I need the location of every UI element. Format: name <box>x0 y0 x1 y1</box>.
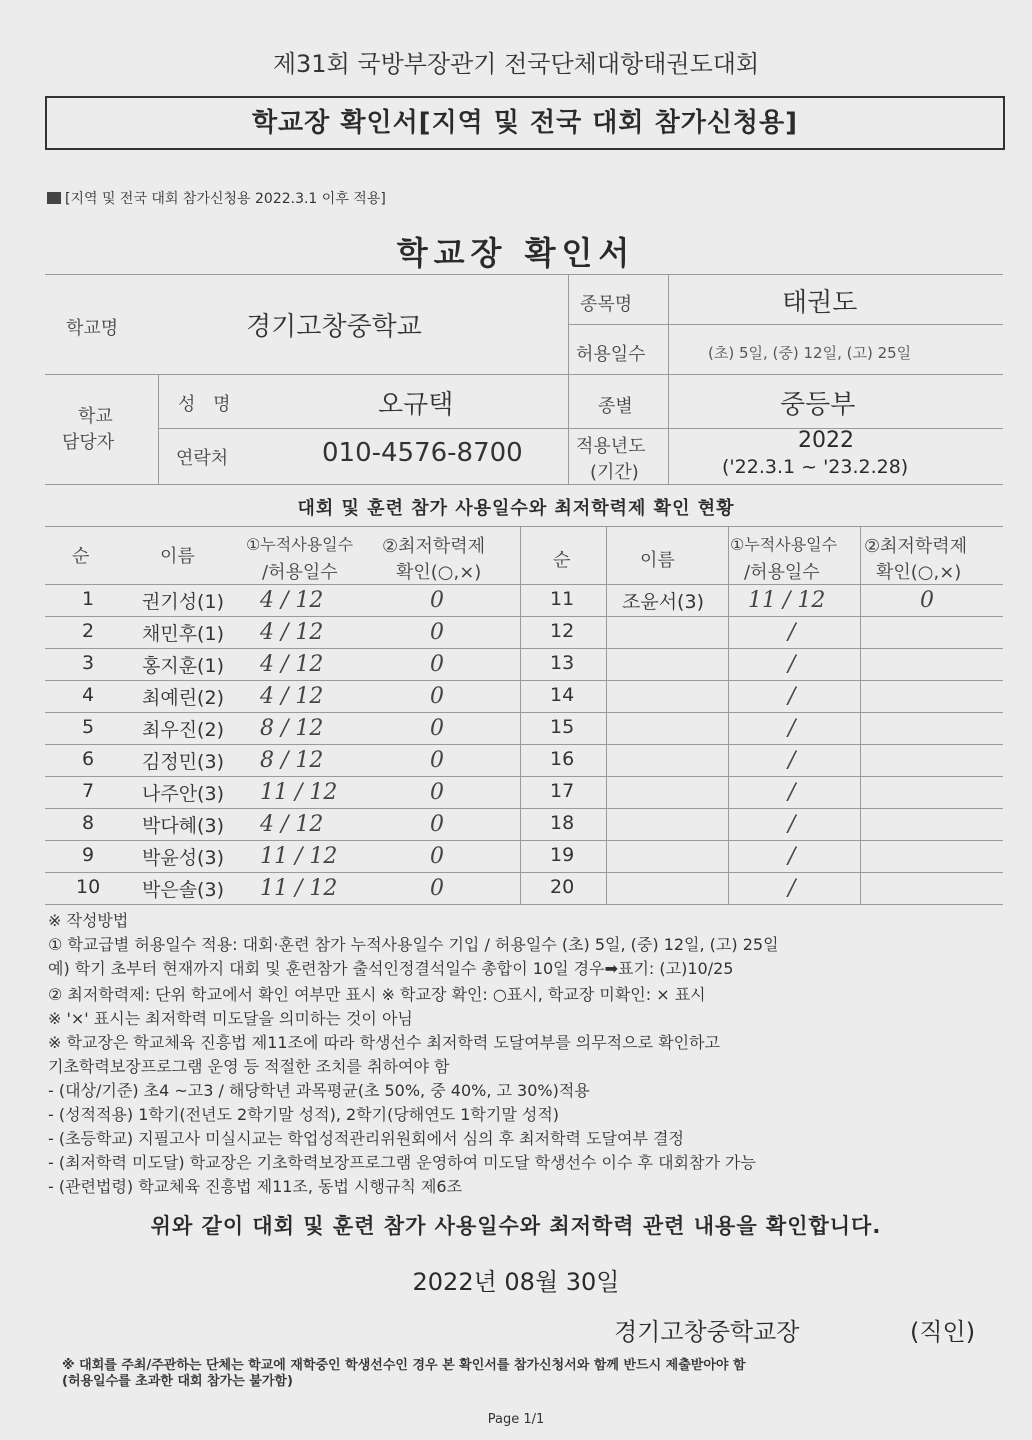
col-min-right-2: 확인(○,×) <box>876 562 962 583</box>
footer-note-1: ※ 대회를 주최/주관하는 단체는 학교에 재학중인 학생선수인 경우 본 확인서를 참가신청서와 함께 반드시 제출받아야 함 <box>62 1358 746 1373</box>
student-name: 최우진(2) <box>142 719 224 741</box>
min-achievement-check: 0 <box>430 652 444 677</box>
year-label-1: 적용년도 <box>576 436 646 457</box>
method-line: 기초학력보장프로그램 운영 등 적절한 조치를 취하여야 함 <box>48 1057 450 1076</box>
row-number: 15 <box>550 716 575 738</box>
footer-note-2: (허용일수를 초과한 대회 참가는 불가함) <box>62 1374 293 1389</box>
days-used: / <box>788 748 796 773</box>
method-line: ① 학교급별 허용일수 적용: 대회·훈련 참가 누적사용일수 기입 / 허용일수 (초) 5일, (중) 12일, (고) 25일 <box>48 935 779 954</box>
school-label: 학교명 <box>66 318 119 339</box>
row-number: 11 <box>550 588 575 610</box>
days-used: 8 / 12 <box>260 716 324 741</box>
row-number: 19 <box>550 844 575 866</box>
col-name-right: 이름 <box>640 550 675 571</box>
document-banner: 학교장 확인서[지역 및 전국 대회 참가신청용] <box>45 96 1005 150</box>
days-used: 11 / 12 <box>260 876 338 901</box>
page-number: Page 1/1 <box>487 1412 545 1427</box>
year-value: 2022 <box>798 428 854 453</box>
col-no-left: 순 <box>72 546 90 567</box>
col-min-right-1: ②최저학력제 <box>864 536 968 557</box>
year-label-2: (기간) <box>590 462 639 483</box>
manager-label-1: 학교 <box>78 406 113 427</box>
method-line: ※ 작성방법 <box>48 911 129 930</box>
days-used: 4 / 12 <box>260 620 324 645</box>
manager-label-2: 담당자 <box>62 432 115 453</box>
student-name: 나주안(3) <box>142 783 224 805</box>
col-days-right-1: ①누적사용일수 <box>730 535 838 554</box>
allow-days-label: 허용일수 <box>576 344 646 365</box>
days-used: / <box>788 684 796 709</box>
method-line: ② 최저학력제: 단위 학교에서 확인 여부만 표시 ※ 학교장 확인: ○표시, 학교장 미확인: × 표시 <box>48 985 706 1004</box>
row-number: 3 <box>82 652 95 674</box>
event-header: 제31회 국방부장관기 전국단체대항태권도대회 <box>272 50 760 78</box>
student-name: 권기성(1) <box>142 591 224 613</box>
student-name: 김정민(3) <box>142 751 224 773</box>
method-line: ※ '×' 표시는 최저학력 미도달을 의미하는 것이 아님 <box>48 1009 413 1028</box>
col-days-right-2: /허용일수 <box>744 562 820 583</box>
method-line: ※ 학교장은 학교체육 진흥법 제11조에 따라 학생선수 최저학력 도달여부를 의무적으로 확인하고 <box>48 1033 720 1052</box>
col-name-left: 이름 <box>160 546 195 567</box>
col-no-right: 순 <box>553 550 571 571</box>
min-achievement-check: 0 <box>430 620 444 645</box>
row-number: 12 <box>550 620 575 642</box>
method-line: - (대상/기준) 초4 ~고3 / 해당학년 과목평균(초 50%, 중 40%, 고 30%)적용 <box>48 1081 590 1100</box>
square-bullet-icon <box>47 192 61 204</box>
row-number: 5 <box>82 716 95 738</box>
sport-value: 태권도 <box>782 288 858 318</box>
days-used: 11 / 12 <box>748 588 826 613</box>
row-number: 14 <box>550 684 575 706</box>
student-name: 최예린(2) <box>142 687 224 709</box>
days-used: 4 / 12 <box>260 684 324 709</box>
days-used: / <box>788 876 796 901</box>
col-min-left-2: 확인(○,×) <box>396 562 482 583</box>
issue-date: 2022년 08월 30일 <box>412 1268 620 1296</box>
days-used: 11 / 12 <box>260 844 338 869</box>
days-used: / <box>788 620 796 645</box>
method-line: - (관련법령) 학교체육 진흥법 제11조, 동법 시행규칙 제6조 <box>48 1177 463 1196</box>
col-min-left-1: ②최저학력제 <box>382 536 486 557</box>
contact-label: 연락처 <box>176 448 229 469</box>
min-achievement-check: 0 <box>920 588 934 613</box>
min-achievement-check: 0 <box>430 684 444 709</box>
method-line: - (초등학교) 지필고사 미실시교는 학업성적관리위원회에서 심의 후 최저학력 도달여부 결정 <box>48 1129 684 1148</box>
method-line: - (성적적용) 1학기(전년도 2학기말 성적), 2학기(당해연도 1학기말 성적) <box>48 1105 560 1124</box>
days-used: / <box>788 812 796 837</box>
allow-days-value: (초) 5일, (중) 12일, (고) 25일 <box>708 344 912 362</box>
division-value: 중등부 <box>780 390 856 420</box>
days-used: 4 / 12 <box>260 652 324 677</box>
days-used: 4 / 12 <box>260 812 324 837</box>
official-seal: (직인) <box>910 1318 976 1346</box>
min-achievement-check: 0 <box>430 844 444 869</box>
days-used: / <box>788 844 796 869</box>
row-number: 10 <box>76 876 101 898</box>
days-used: 4 / 12 <box>260 588 324 613</box>
contact-value: 010-4576-8700 <box>322 438 523 468</box>
manager-name-value: 오규택 <box>378 390 454 420</box>
row-number: 7 <box>82 780 95 802</box>
student-name: 박윤성(3) <box>142 847 224 869</box>
days-used: / <box>788 780 796 805</box>
form-title: 학교장 확인서 <box>396 234 636 272</box>
row-number: 2 <box>82 620 95 642</box>
min-achievement-check: 0 <box>430 780 444 805</box>
student-name: 홍지훈(1) <box>142 655 224 677</box>
col-days-left-2: /허용일수 <box>262 562 338 583</box>
min-achievement-check: 0 <box>430 748 444 773</box>
period-value: ('22.3.1 ~ '23.2.28) <box>722 456 909 478</box>
row-number: 6 <box>82 748 95 770</box>
min-achievement-check: 0 <box>430 876 444 901</box>
name-label: 성 명 <box>178 394 237 415</box>
confirmation-statement: 위와 같이 대회 및 훈련 참가 사용일수와 최저학력 관련 내용을 확인합니다. <box>150 1214 882 1238</box>
row-number: 9 <box>82 844 95 866</box>
applicability-note <box>47 188 386 208</box>
student-name: 조윤서(3) <box>622 591 704 613</box>
min-achievement-check: 0 <box>430 588 444 613</box>
row-number: 8 <box>82 812 95 834</box>
principal-name: 경기고창중학교장 <box>614 1318 800 1346</box>
row-number: 16 <box>550 748 575 770</box>
col-days-left-1: ①누적사용일수 <box>246 535 354 554</box>
days-used: 8 / 12 <box>260 748 324 773</box>
student-name: 박다혜(3) <box>142 815 224 837</box>
section-title: 대회 및 훈련 참가 사용일수와 최저학력제 확인 현황 <box>297 498 735 519</box>
min-achievement-check: 0 <box>430 812 444 837</box>
row-number: 18 <box>550 812 575 834</box>
days-used: / <box>788 652 796 677</box>
row-number: 20 <box>550 876 575 898</box>
student-name: 박은솔(3) <box>142 879 224 901</box>
applicability-note-text: [지역 및 전국 대회 참가신청용 2022.3.1 이후 적용] <box>65 191 386 207</box>
sport-label: 종목명 <box>580 294 633 315</box>
student-name: 채민후(1) <box>142 623 224 645</box>
row-number: 13 <box>550 652 575 674</box>
method-line: 예) 학기 초부터 현재까지 대회 및 훈련참가 출석인정결석일수 총합이 10일 경우➡표기: (고)10/25 <box>48 959 734 978</box>
method-line: - (최저학력 미도달) 학교장은 기초학력보장프로그램 운영하여 미도달 학생선수 이수 후 대회참가 가능 <box>48 1153 756 1172</box>
row-number: 17 <box>550 780 575 802</box>
row-number: 1 <box>82 588 95 610</box>
days-used: 11 / 12 <box>260 780 338 805</box>
school-value: 경기고창중학교 <box>246 312 422 342</box>
min-achievement-check: 0 <box>430 716 444 741</box>
days-used: / <box>788 716 796 741</box>
row-number: 4 <box>82 684 95 706</box>
division-label: 종별 <box>598 396 633 417</box>
